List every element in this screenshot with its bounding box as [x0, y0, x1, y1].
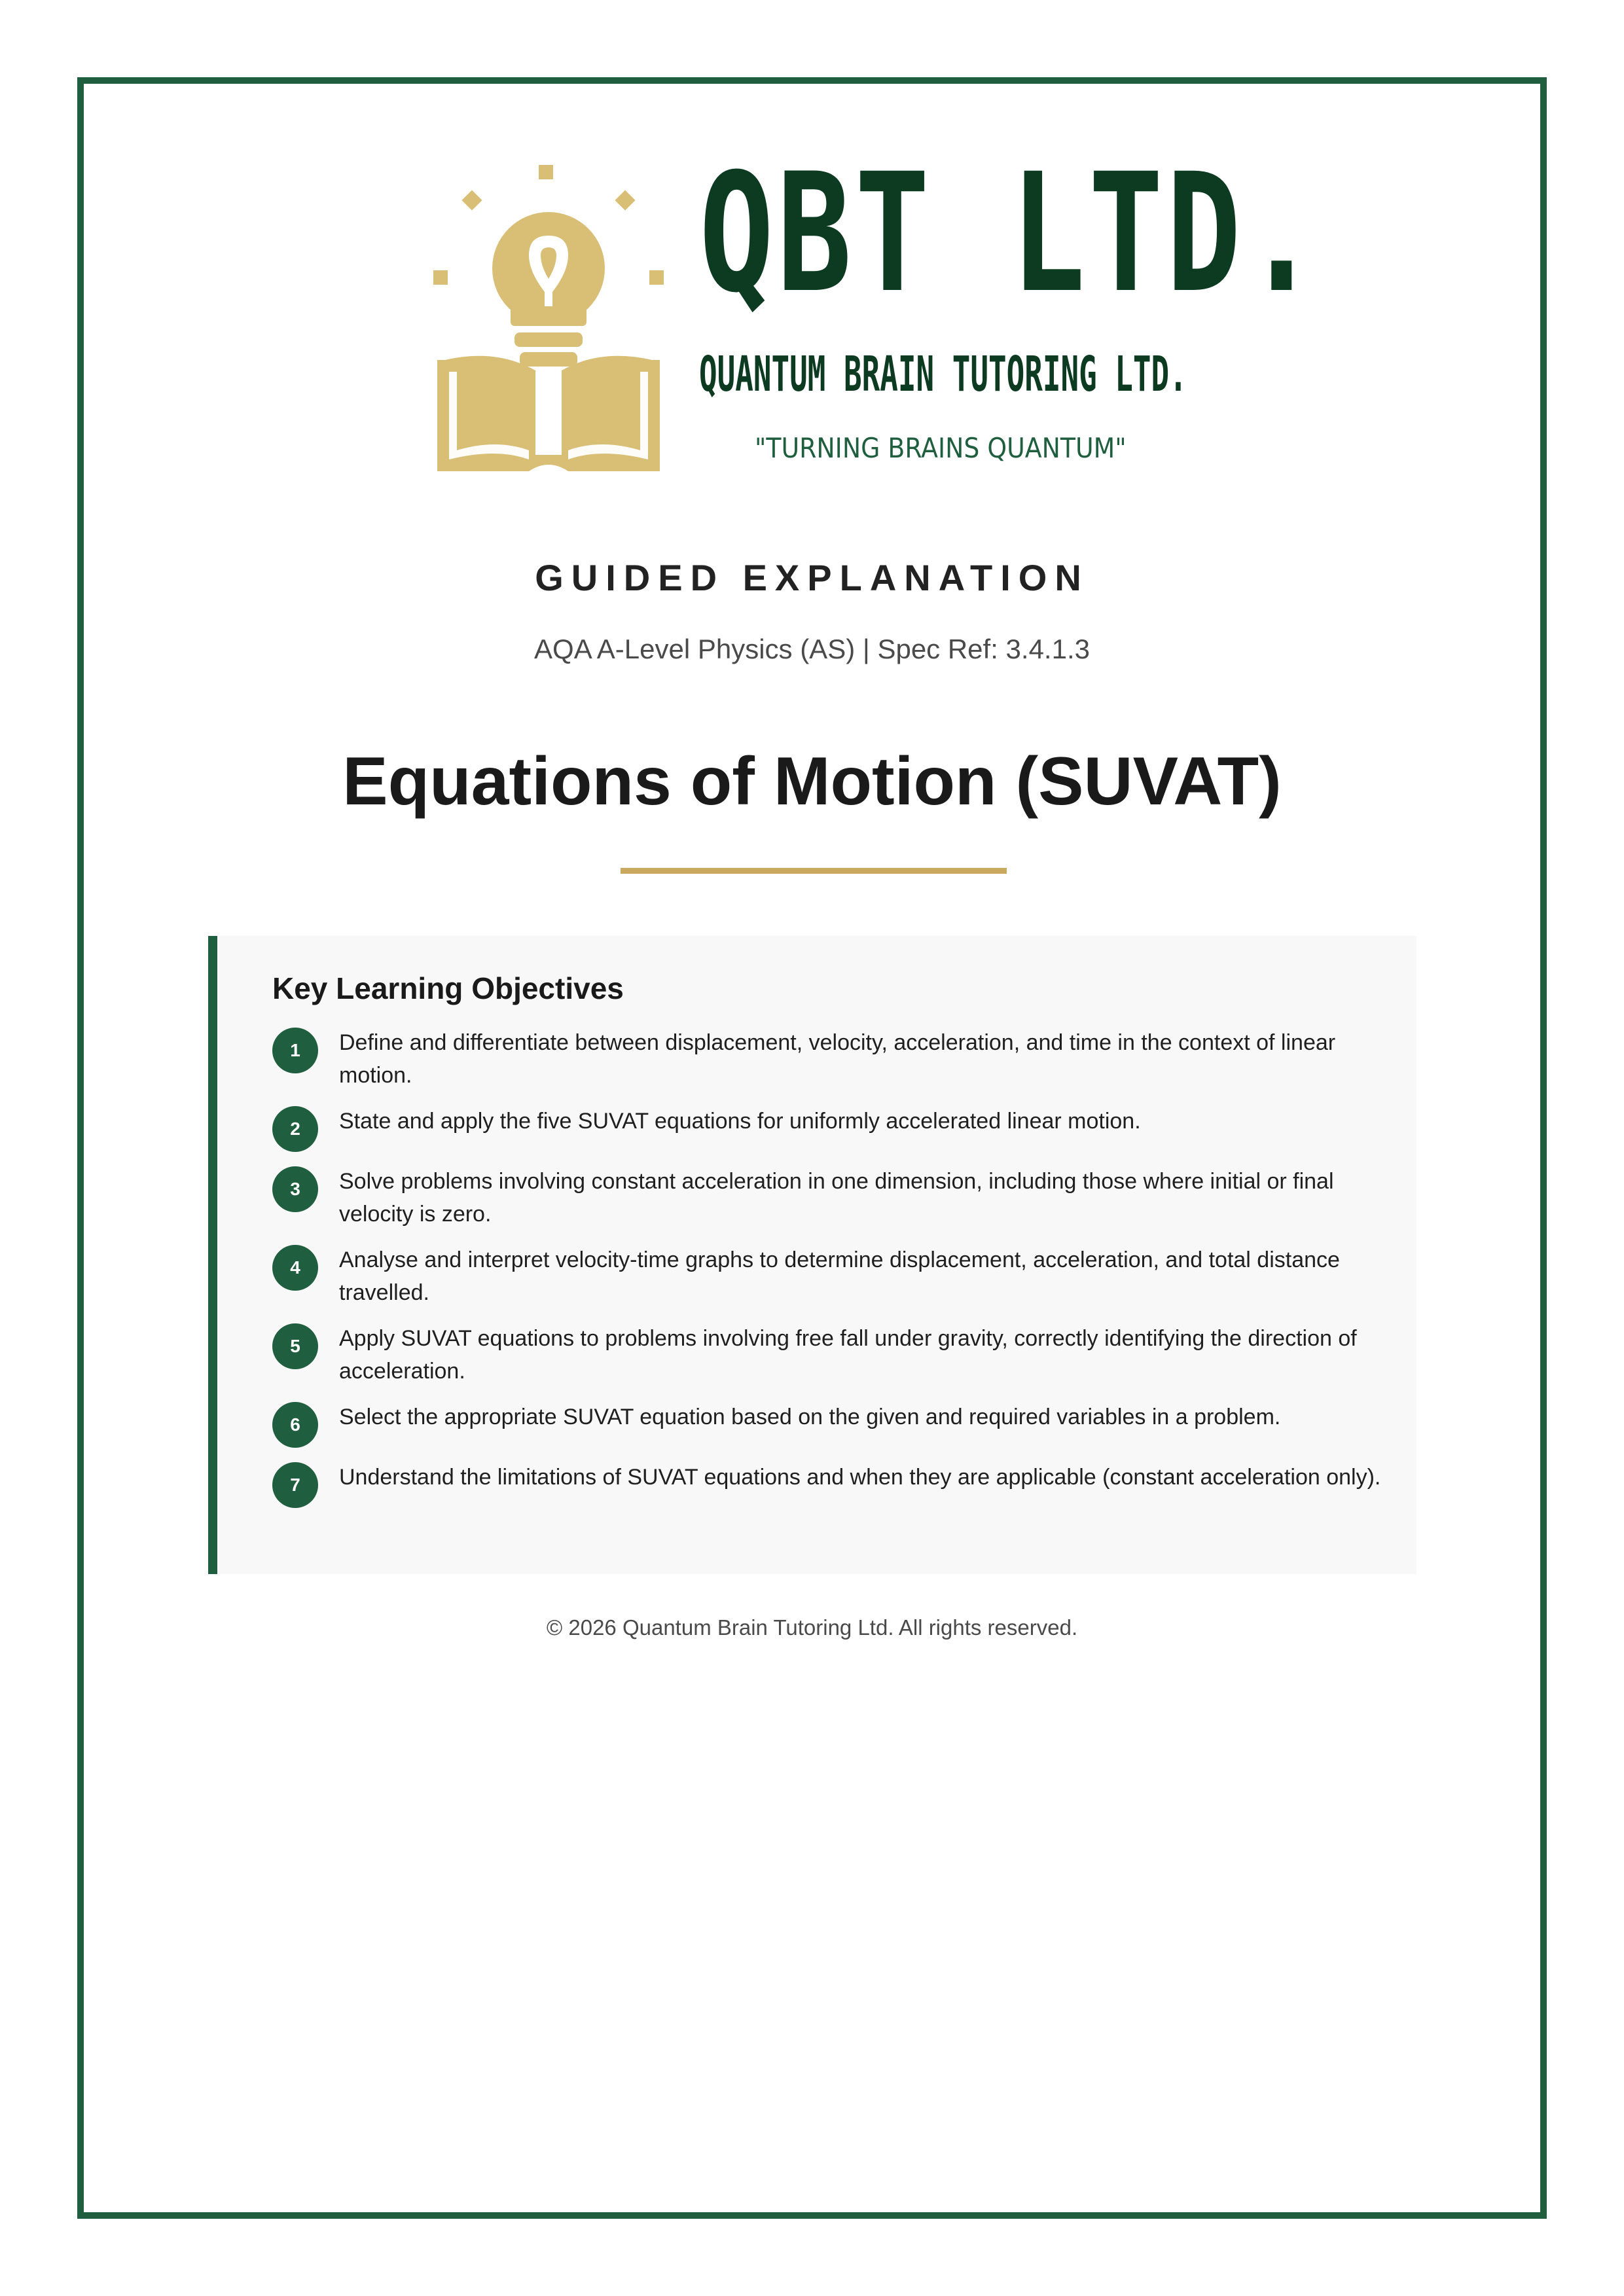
- list-item: [272, 1244, 1392, 1309]
- objective-text: State and apply the five SUVAT equations for uniformly accelerated linear motion.: [339, 1109, 1141, 1134]
- document-type: GUIDED EXPLANATION: [535, 557, 1089, 598]
- logo-wordmark: [699, 138, 1322, 478]
- objective-text: Solve problems involving constant acceleration in one dimension, including those where initial or final velocity is zero.: [339, 1169, 1334, 1227]
- logo-tagline: "TURNING BRAINS QUANTUM": [755, 432, 1127, 464]
- objectives-heading: Key Learning Objectives: [272, 971, 624, 1005]
- logo-full-name: QUANTUM BRAIN TUTORING LTD.: [699, 346, 1187, 403]
- title-divider: [621, 868, 1007, 874]
- list-item: [272, 1461, 1392, 1508]
- objectives-list: [272, 1026, 1392, 1521]
- logo-name: QBT LTD.: [699, 138, 1322, 329]
- objective-text: Apply SUVAT equations to problems involving free fall under gravity, correctly identifying the direction of acceleration.: [339, 1326, 1357, 1384]
- spec-reference: AQA A-Level Physics (AS) | Spec Ref: 3.4.1.3: [534, 634, 1090, 664]
- lightbulb-book-icon: [431, 164, 666, 478]
- objective-text: Understand the limitations of SUVAT equations and when they are applicable (constant acceleration only).: [339, 1465, 1381, 1490]
- learning-objectives-box: [208, 936, 1416, 1574]
- list-item: [272, 1026, 1392, 1092]
- objective-number-badge: 2: [272, 1106, 318, 1152]
- copyright-footer: © 2026 Quantum Brain Tutoring Ltd. All rights reserved.: [546, 1615, 1078, 1640]
- list-item: [272, 1322, 1392, 1388]
- page-title: Equations of Motion (SUVAT): [342, 744, 1282, 819]
- objective-number-badge: 3: [272, 1166, 318, 1212]
- objective-text: Select the appropriate SUVAT equation based on the given and required variables in a problem.: [339, 1405, 1281, 1429]
- list-item: [272, 1165, 1392, 1230]
- objective-number-badge: 5: [272, 1323, 318, 1369]
- objective-text: Define and differentiate between displacement, velocity, acceleration, and time in the context of linear motion.: [339, 1030, 1336, 1088]
- objective-number-badge: 4: [272, 1245, 318, 1291]
- company-logo: [431, 138, 1322, 478]
- list-item: [272, 1401, 1392, 1448]
- list-item: [272, 1105, 1392, 1152]
- objective-number-badge: 7: [272, 1462, 318, 1508]
- objective-text: Analyse and interpret velocity-time graphs to determine displacement, acceleration, and total distance travelled.: [339, 1247, 1340, 1305]
- objective-number-badge: 1: [272, 1028, 318, 1073]
- objective-number-badge: 6: [272, 1402, 318, 1448]
